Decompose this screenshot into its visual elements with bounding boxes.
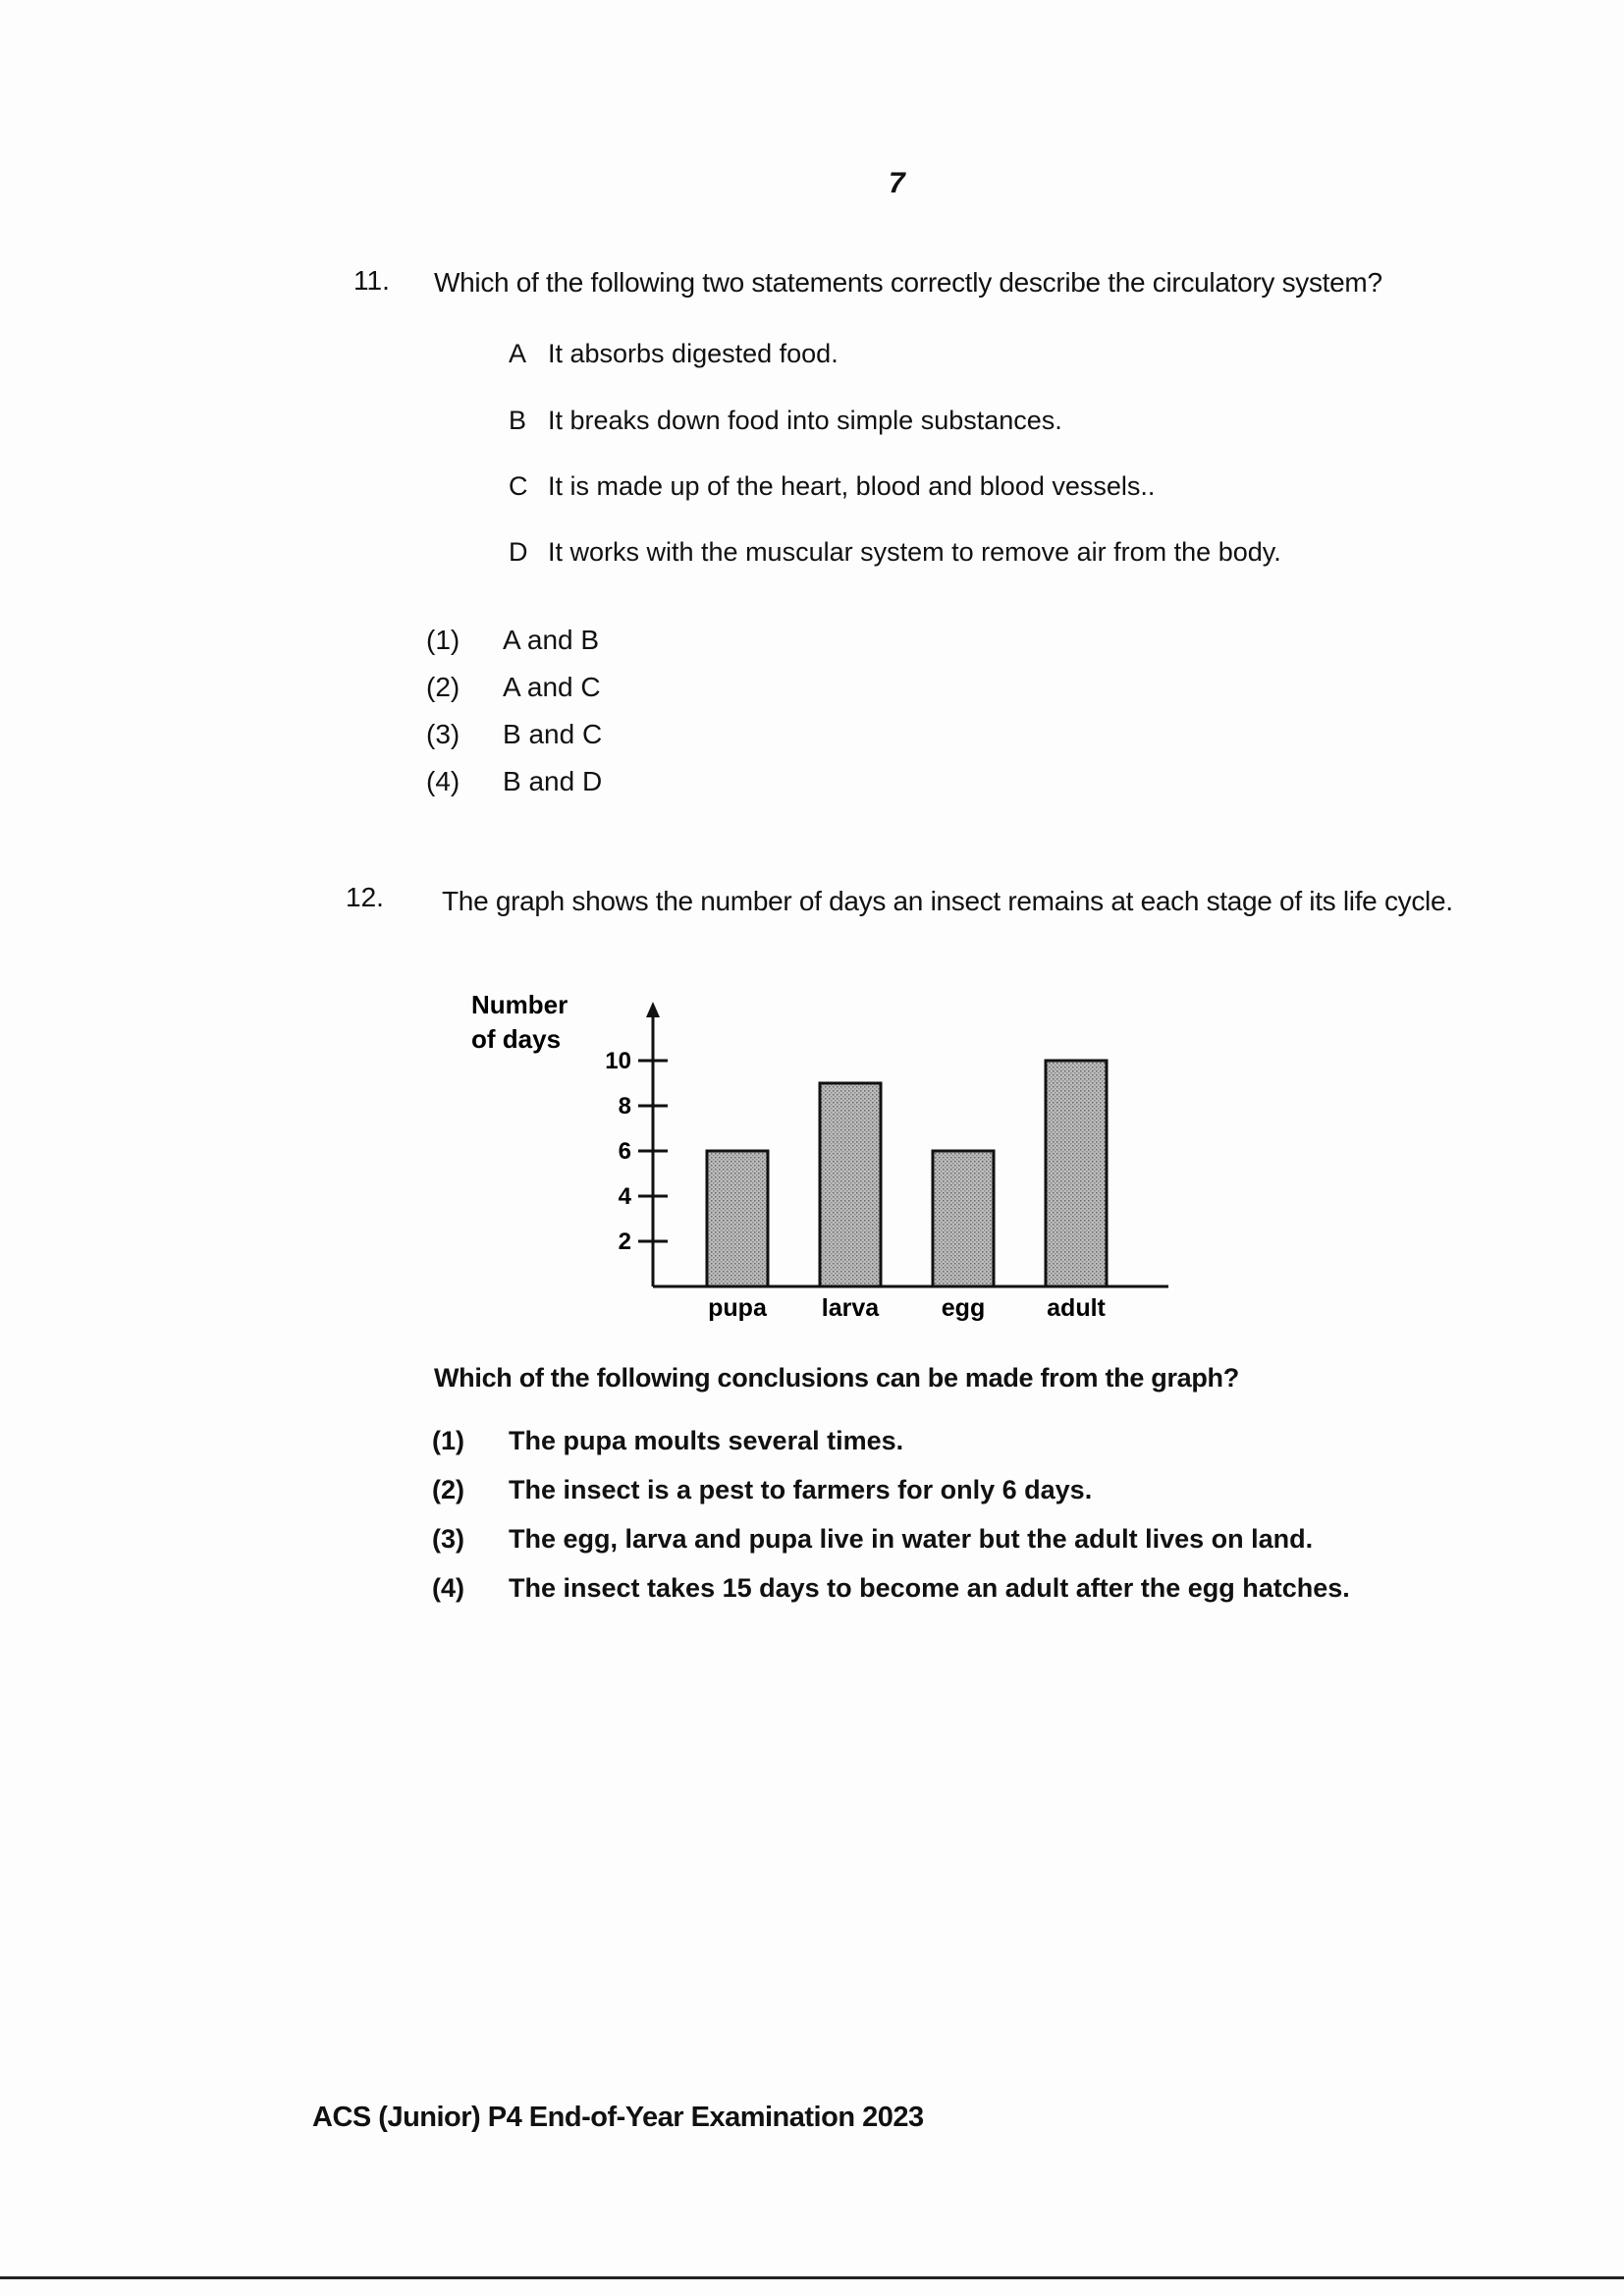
q12-option-1[interactable] <box>432 1426 903 1456</box>
option-text: B and D <box>503 766 603 796</box>
x-category-label: egg <box>941 1294 986 1322</box>
option-number: (4) <box>426 766 460 796</box>
q11-option-3[interactable] <box>426 719 602 750</box>
statement-text: It works with the muscular system to remove air from the body. <box>548 537 1281 567</box>
statement-letter: B <box>509 406 527 435</box>
q12-option-2[interactable] <box>432 1475 1092 1505</box>
statement-letter: A <box>509 339 527 368</box>
question-12-number: 12. <box>346 882 384 912</box>
q12-option-3[interactable] <box>432 1524 1313 1555</box>
option-text: A and B <box>503 625 600 655</box>
option-text: The insect is a pest to farmers for only 6 days. <box>509 1475 1093 1504</box>
bar-chart-svg <box>432 972 1198 1336</box>
bottom-rule <box>0 2276 1624 2279</box>
statement-c <box>509 471 1155 502</box>
q11-option-1[interactable] <box>426 625 599 656</box>
y-tick-label: 8 <box>618 1093 631 1120</box>
statement-letter: D <box>509 537 528 567</box>
option-text: B and C <box>503 719 603 749</box>
statement-text: It is made up of the heart, blood and blood vessels.. <box>548 471 1156 501</box>
option-number: (4) <box>432 1573 464 1603</box>
option-number: (3) <box>426 719 460 749</box>
option-text: A and C <box>503 672 601 702</box>
x-category-label: pupa <box>708 1294 767 1322</box>
question-12-prompt: Which of the following conclusions can be made from the graph? <box>434 1363 1239 1393</box>
x-category-label: adult <box>1047 1294 1106 1322</box>
life-cycle-bar-chart <box>432 972 1198 1336</box>
exam-footer: ACS (Junior) P4 End-of-Year Examination 2023 <box>312 2102 924 2133</box>
statement-text: It absorbs digested food. <box>548 339 839 368</box>
bar-adult <box>1046 1061 1107 1286</box>
y-tick-label: 2 <box>618 1229 631 1255</box>
q12-option-4[interactable] <box>432 1573 1350 1604</box>
statement-a <box>509 339 839 369</box>
y-axis-label-line2: of days <box>471 1024 562 1054</box>
statement-text: It breaks down food into simple substances. <box>548 406 1062 435</box>
statement-d <box>509 537 1281 568</box>
page-number: 7 <box>889 167 905 199</box>
option-number: (3) <box>432 1524 464 1554</box>
y-tick-label: 4 <box>618 1183 631 1210</box>
option-text: The pupa moults several times. <box>509 1426 904 1455</box>
q11-option-2[interactable] <box>426 672 601 703</box>
bar-egg <box>933 1151 994 1286</box>
x-category-label: larva <box>821 1294 880 1322</box>
y-axis-arrow <box>646 1002 660 1017</box>
bar-pupa <box>707 1151 768 1286</box>
statement-b <box>509 406 1062 436</box>
option-text: The insect takes 15 days to become an adult after the egg hatches. <box>509 1573 1350 1603</box>
option-text: The egg, larva and pupa live in water but the adult lives on land. <box>509 1524 1314 1554</box>
question-12-text: The graph shows the number of days an insect remains at each stage of its life cycle. <box>442 886 1453 916</box>
bar-larva <box>820 1083 881 1286</box>
q11-option-4[interactable] <box>426 766 602 797</box>
y-tick-label: 10 <box>605 1048 631 1074</box>
option-number: (1) <box>432 1426 464 1455</box>
question-11-text: Which of the following two statements correctly describe the circulatory system? <box>434 267 1382 298</box>
y-axis-label-line1: Number <box>471 990 568 1019</box>
statement-letter: C <box>509 471 528 501</box>
y-tick-label: 6 <box>618 1138 631 1165</box>
option-number: (1) <box>426 625 460 655</box>
option-number: (2) <box>432 1475 464 1504</box>
option-number: (2) <box>426 672 460 702</box>
question-11-number: 11. <box>353 265 390 296</box>
